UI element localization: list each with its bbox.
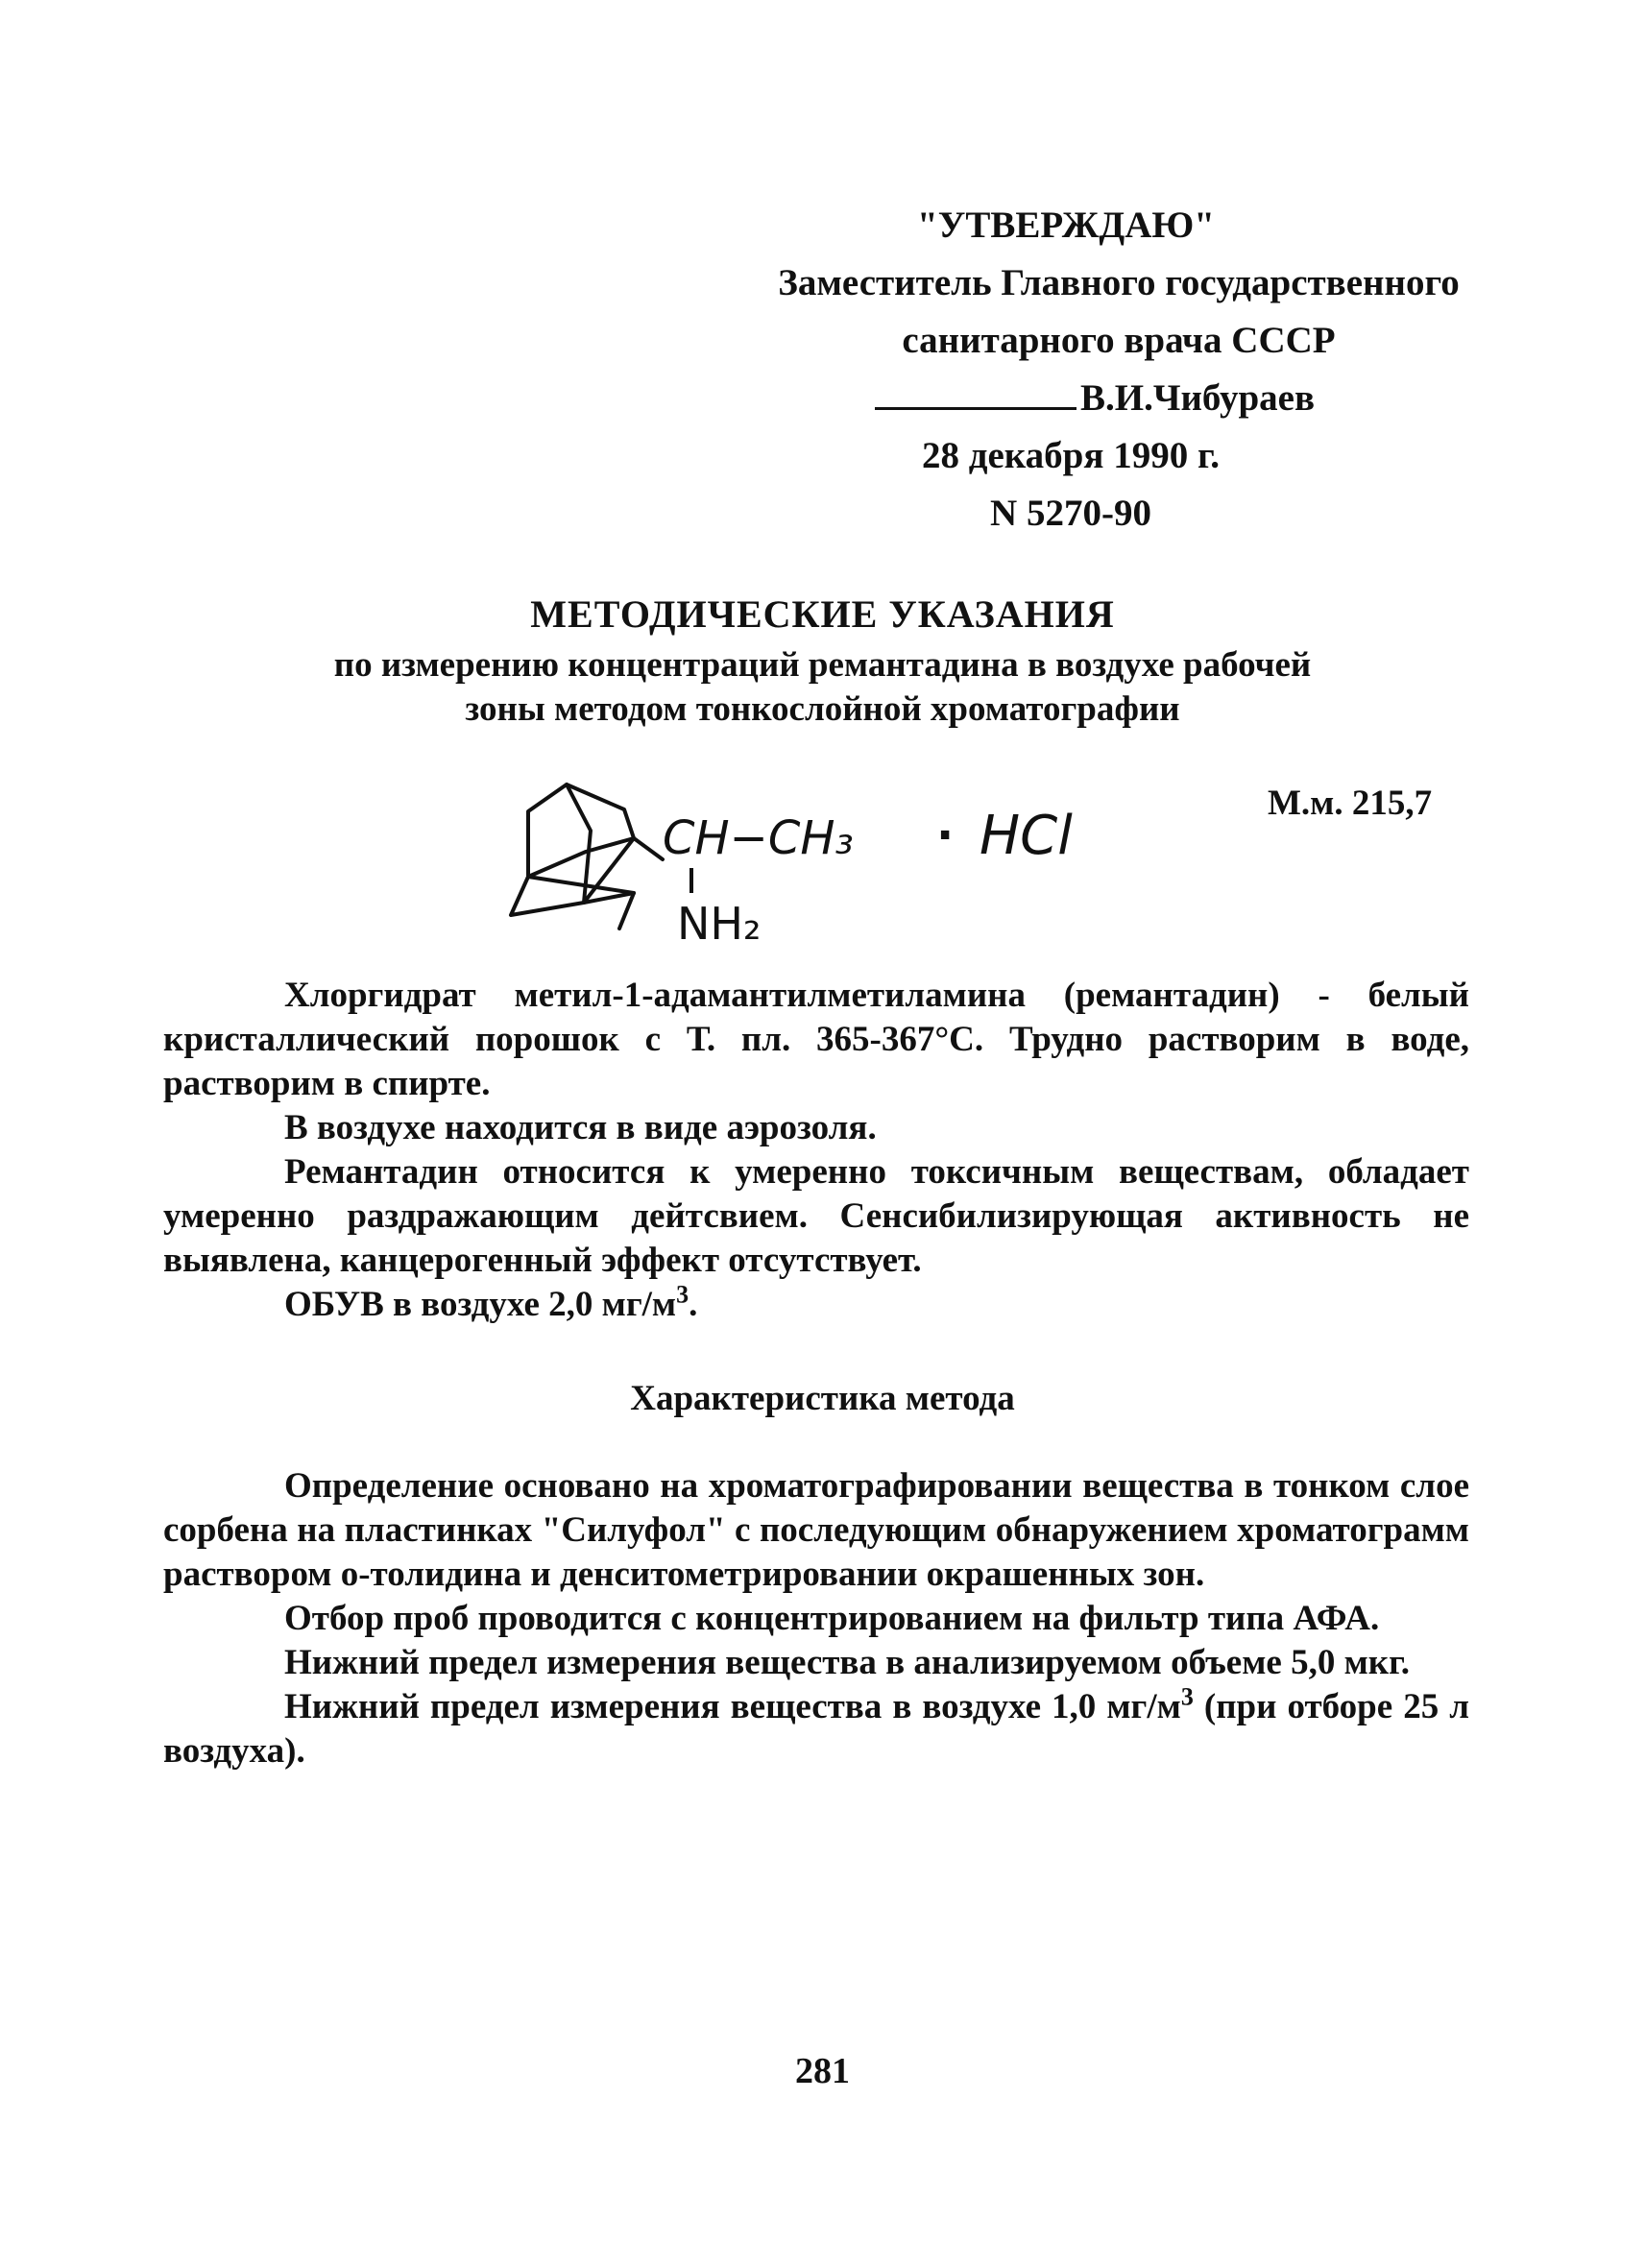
signature-blank xyxy=(875,374,1077,410)
limit-end: (при отборе 25 л воздуха). xyxy=(163,1687,1469,1771)
approval-signature-line xyxy=(605,370,1585,427)
oel-end: . xyxy=(689,1285,698,1324)
approval-position-line1: Заместитель Главного государственного xyxy=(778,262,1460,303)
description-block xyxy=(163,974,1469,1327)
method-paragraph: Нижний предел измерения вещества в анализируемом объеме 5,0 мкг. xyxy=(284,1643,1410,1682)
formula-chain: CH−CH₃ xyxy=(663,811,854,865)
approval-signatory: В.И.Чибураев xyxy=(1079,377,1316,419)
oel-text: ОБУВ в воздухе 2,0 мг/м xyxy=(284,1285,677,1324)
document-subtitle xyxy=(144,643,1501,732)
description-paragraph: Хлоргидрат метил-1-адамантилметиламина (ремантадин) - белый кристаллический порошок с Т. пл. 365-367°С. Трудно растворим в воде, растворим в спирте. xyxy=(163,976,1469,1103)
approval-block xyxy=(653,197,1585,543)
formula-salt: HCl xyxy=(980,805,1073,867)
subtitle-line1: по измерению концентраций ремантадина в воздухе рабочей xyxy=(333,645,1312,685)
limit-text: Нижний предел измерения вещества в воздухе 1,0 мг/м xyxy=(284,1687,1181,1726)
approval-stamp: "УТВЕРЖДАЮ" xyxy=(917,205,1215,246)
method-block xyxy=(163,1464,1469,1773)
method-paragraph: Определение основано на хроматографировании вещества в тонком слое сорбена на пластинках "Силуфол" с последующим обнаружением хроматограмм раствором о-толидина и денситометрировании окрашенных зон. xyxy=(163,1466,1469,1594)
document-title: МЕТОДИЧЕСКИЕ УКАЗАНИЯ xyxy=(530,592,1115,636)
description-paragraph: Ремантадин относится к умеренно токсичным веществам, обладает умеренно раздражающим дейтсвием. Сенсибилизирующая активность не выявлена, канцерогенный эффект отсутствует. xyxy=(163,1152,1469,1280)
approval-date: 28 декабря 1990 г. xyxy=(921,435,1221,476)
molar-mass: М.м. 215,7 xyxy=(1268,784,1433,823)
description-paragraph: В воздухе находится в виде аэрозоля. xyxy=(284,1108,877,1147)
method-paragraph: Отбор проб проводится с концентрированием на фильтр типа АФА. xyxy=(284,1599,1380,1638)
page-number: 281 xyxy=(795,2051,850,2091)
formula-amine: NH₂ xyxy=(677,898,762,950)
description-oel-paragraph xyxy=(163,1280,1469,1327)
subtitle-line2: зоны методом тонкослойной хроматографии xyxy=(465,689,1180,729)
method-heading: Характеристика метода xyxy=(630,1379,1015,1418)
method-limit-paragraph xyxy=(163,1682,1469,1773)
formula-dot: · xyxy=(936,808,955,862)
limit-superscript: 3 xyxy=(1180,1682,1194,1711)
approval-position-line2: санитарного врача СССР xyxy=(902,320,1336,361)
oel-superscript: 3 xyxy=(676,1280,689,1309)
formula-bond xyxy=(689,868,693,893)
approval-number: N 5270-90 xyxy=(990,493,1151,534)
